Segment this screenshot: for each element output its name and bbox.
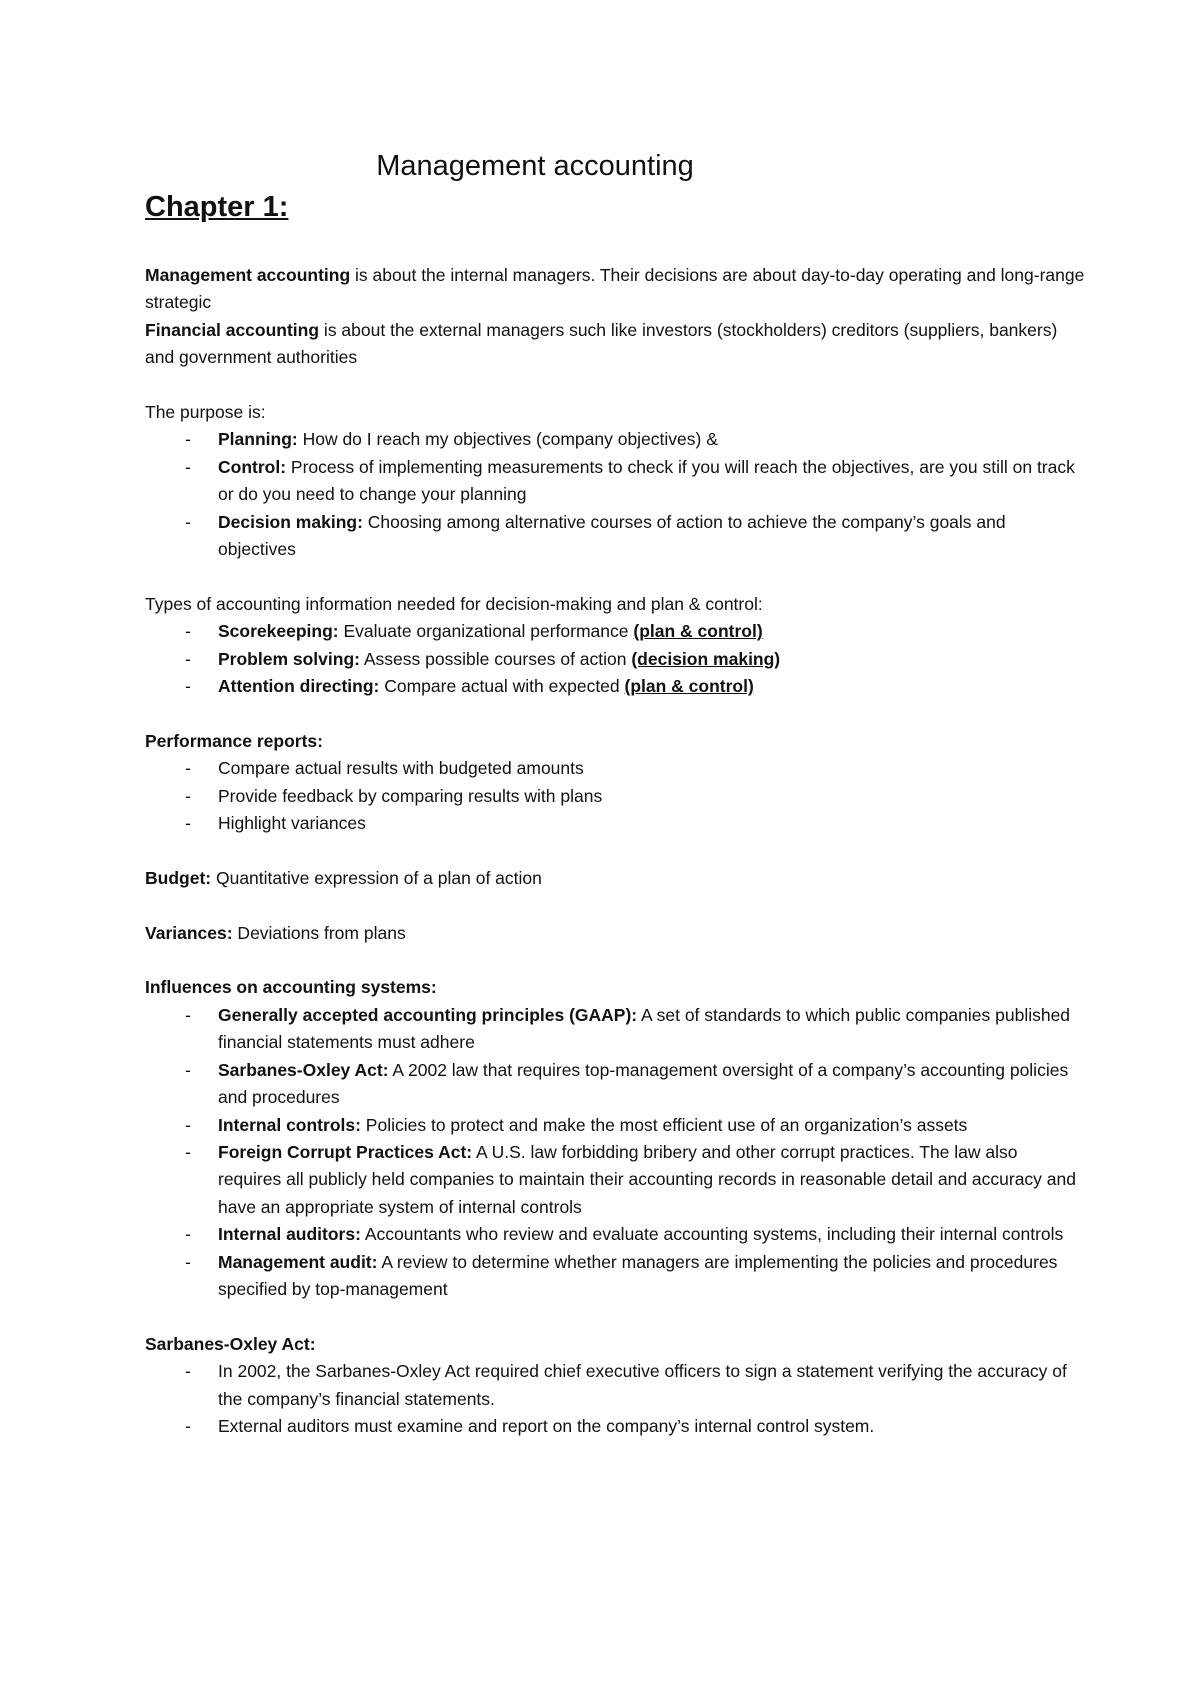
- performance-heading: [145, 728, 1085, 755]
- list-item: [145, 509, 1085, 564]
- definition: is about the external managers such like investors (stockholders) creditors (suppliers, bankers) and government authorities: [145, 319, 1058, 368]
- category-tag: (decision making): [631, 648, 781, 669]
- list-item: [145, 1057, 1085, 1112]
- list-item: [145, 646, 1085, 673]
- types-list: [145, 618, 1085, 700]
- list-item: [145, 618, 1085, 645]
- influences-list: [145, 1002, 1085, 1303]
- list-item: [145, 454, 1085, 509]
- term: Financial accounting: [145, 319, 320, 340]
- types-heading: Types of accounting information needed for decision-making and plan & control:: [145, 593, 763, 614]
- term: Scorekeeping:: [218, 621, 339, 642]
- term: Control:: [218, 456, 287, 477]
- section-heading: Sarbanes-Oxley Act:: [145, 1333, 316, 1354]
- definition: is about the internal managers. Their decisions are about day-to-day operating and long-range strategic: [145, 265, 1085, 313]
- performance-list: [145, 755, 1085, 837]
- list-item: [145, 1002, 1085, 1057]
- definition: Accountants who review and evaluate accounting systems, including their internal controls: [360, 1224, 1064, 1245]
- list-item: [145, 426, 1085, 453]
- definition: Choosing among alternative courses of action to achieve the company’s goals and objectives: [218, 511, 1006, 560]
- variances-definition: [145, 920, 1085, 947]
- list-item: [145, 1249, 1085, 1304]
- budget-definition: [145, 865, 1085, 892]
- section-heading: Performance reports:: [145, 730, 323, 751]
- category-tag: (plan & control): [624, 676, 754, 697]
- list-item: [145, 673, 1085, 700]
- list-item: - Highlight variances: [145, 810, 1085, 837]
- list-item: [145, 1139, 1085, 1221]
- list-item: - Provide feedback by comparing results with plans: [145, 783, 1085, 810]
- term: Generally accepted accounting principles (GAAP):: [218, 1004, 638, 1025]
- category-tag: (plan & control): [633, 621, 763, 642]
- document-title: Management accounting: [376, 150, 694, 182]
- definition: A 2002 law that requires top-management oversight of a company’s accounting policies and procedures: [218, 1059, 1069, 1108]
- term: Variances:: [145, 922, 233, 943]
- term: Decision making:: [218, 511, 363, 532]
- definition: Quantitative expression of a plan of action: [211, 867, 542, 888]
- definition: Evaluate organizational performance: [338, 621, 634, 642]
- definition: How do I reach my objectives (company objectives) &: [297, 429, 718, 450]
- purpose-heading: The purpose is:: [145, 402, 266, 423]
- intro-paragraph: [145, 262, 1085, 317]
- list-item: - Compare actual results with budgeted amounts: [145, 755, 1085, 782]
- definition: A set of standards to which public companies published financial statements must adhere: [218, 1004, 1071, 1053]
- definition: A review to determine whether managers are implementing the policies and procedures specified by top-management: [218, 1251, 1058, 1299]
- term: Sarbanes-Oxley Act:: [218, 1059, 389, 1080]
- definition: Policies to protect and make the most efficient use of an organization’s assets: [360, 1114, 968, 1135]
- list-item: - External auditors must examine and report on the company’s internal control system.: [145, 1413, 1085, 1440]
- list-item: [145, 1221, 1085, 1248]
- term: Attention directing:: [218, 676, 380, 697]
- intro-paragraph: [145, 317, 1085, 372]
- purpose-list: [145, 426, 1085, 563]
- definition: Assess possible courses of action: [359, 648, 632, 669]
- term: Budget:: [145, 867, 212, 888]
- influences-heading: [145, 974, 1085, 1001]
- sox-heading: [145, 1331, 1085, 1358]
- term: Internal controls:: [218, 1114, 361, 1135]
- term: Planning:: [218, 429, 298, 450]
- section-heading: Influences on accounting systems:: [145, 977, 437, 998]
- term: Problem solving:: [218, 648, 360, 669]
- definition: Compare actual with expected: [379, 676, 625, 697]
- document-body: [145, 262, 1085, 1440]
- term: Internal auditors:: [218, 1224, 361, 1245]
- list-item: [145, 1112, 1085, 1139]
- list-item: - In 2002, the Sarbanes-Oxley Act required chief executive officers to sign a statement verifying the accuracy of the company’s financial statements.: [145, 1358, 1085, 1413]
- definition: Deviations from plans: [232, 922, 406, 943]
- definition: Process of implementing measurements to check if you will reach the objectives, are you still on track or do you need to change your planning: [218, 456, 1075, 505]
- definition: A U.S. law forbidding bribery and other corrupt practices. The law also requires all publicly held companies to maintain their accounting records in reasonable detail and accuracy and have an appropriate system of internal controls: [218, 1141, 1076, 1217]
- chapter-heading: Chapter 1:: [145, 191, 289, 223]
- term: Management audit:: [218, 1251, 378, 1272]
- term: Foreign Corrupt Practices Act:: [218, 1141, 473, 1162]
- term: Management accounting: [145, 265, 351, 285]
- sox-list: [145, 1358, 1085, 1440]
